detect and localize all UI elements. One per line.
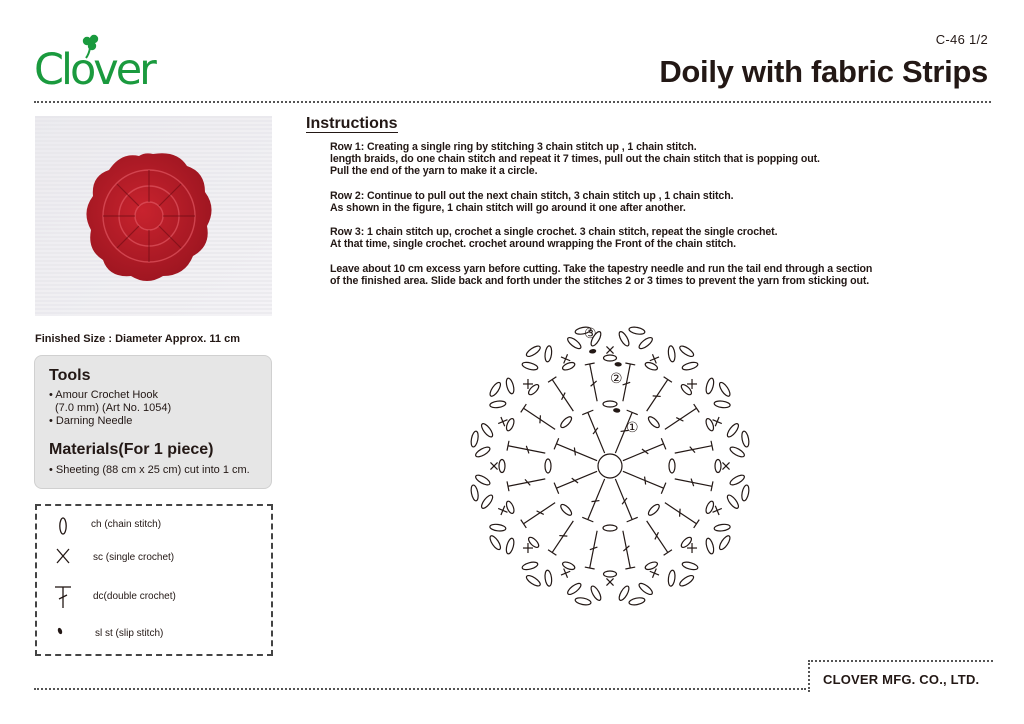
instruction-line: As shown in the figure, 1 chain stitch will go around it one after another. — [330, 202, 686, 214]
chain-stitch — [667, 570, 675, 587]
chain-stitch — [575, 597, 592, 606]
chain-stitch — [647, 503, 661, 517]
chain-stitch — [678, 344, 695, 358]
chain-stitch — [603, 401, 617, 407]
chain-stitch — [681, 361, 698, 371]
double-crochet-stitch — [556, 471, 597, 488]
stitch-legend — [35, 504, 273, 656]
tools-item: • Amour Crochet Hook — [49, 389, 159, 401]
double-crochet-stitch — [647, 521, 668, 553]
double-crochet-bar — [680, 509, 681, 517]
document-title: Doily with fabric Strips — [659, 54, 988, 89]
chain-stitch — [544, 570, 552, 587]
product-photo — [35, 116, 272, 316]
chain-stitch — [488, 381, 502, 398]
chain-stitch — [669, 459, 675, 473]
double-crochet-top — [554, 483, 559, 494]
double-crochet-stitch — [552, 521, 573, 553]
chain-stitch — [488, 534, 502, 551]
double-crochet-top — [521, 520, 527, 528]
double-crochet-top — [582, 410, 593, 415]
double-crochet-top — [582, 517, 593, 522]
row-marker: ① — [626, 420, 639, 436]
chain-stitch — [714, 523, 731, 531]
double-crochet-bar — [593, 428, 598, 434]
double-crochet-bar — [642, 449, 648, 454]
materials-heading: Materials(For 1 piece) — [49, 441, 214, 458]
double-crochet-stitch — [556, 444, 597, 461]
double-crochet-bar — [653, 396, 661, 397]
chain-stitch — [505, 377, 515, 394]
double-crochet-stitch — [588, 479, 605, 520]
double-crochet-top — [661, 483, 666, 494]
chain-stitch — [474, 473, 491, 486]
double-crochet-bar — [622, 498, 627, 504]
double-crochet-bar — [572, 478, 578, 483]
double-crochet-stitch — [552, 380, 573, 412]
chain-stitch — [637, 336, 654, 351]
tools-heading: Tools — [49, 367, 91, 384]
chain-stitch — [521, 561, 538, 571]
chain-stitch — [470, 431, 479, 448]
chain-stitch — [480, 422, 495, 439]
instruction-line: Row 3: 1 chain stitch up, crochet a single crochet. 3 chain stitch, repeat the single crochet. — [330, 226, 778, 238]
chain-stitch — [527, 383, 540, 396]
row-marker: ③ — [584, 326, 597, 342]
legend-label: sc (single crochet) — [93, 552, 175, 563]
chain-stitch — [559, 503, 573, 517]
chain-stitch — [480, 493, 495, 510]
double-crochet-stitch — [588, 412, 605, 453]
chain-stitch — [589, 585, 602, 602]
double-crochet-stitch — [623, 531, 630, 568]
double-crochet-stitch — [590, 364, 597, 401]
double-crochet-stitch — [665, 503, 697, 524]
tools-item: (7.0 mm) (Art No. 1054) — [55, 402, 172, 414]
chain-stitch — [741, 484, 750, 501]
double-crochet-top — [627, 517, 638, 522]
chain-stitch — [705, 377, 715, 394]
chain-stitch — [525, 574, 542, 588]
double-crochet-stitch — [508, 479, 545, 486]
slip-stitch — [589, 349, 595, 353]
chain-stitch — [489, 400, 506, 408]
legend-label: ch (chain stitch) — [91, 519, 162, 530]
instruction-line: Leave about 10 cm excess yarn before cutting. Take the tapestry needle and run the tail end through a section — [330, 263, 873, 275]
double-crochet-bar — [591, 501, 599, 502]
double-crochet-top — [664, 377, 672, 383]
instructions-heading: Instructions — [306, 115, 398, 132]
materials-item: • Sheeting (88 cm x 25 cm) cut into 1 cm. — [49, 464, 250, 476]
chain-stitch — [714, 400, 731, 408]
chain-stitch — [604, 355, 617, 361]
chain-stitch — [718, 381, 732, 398]
double-crochet-stitch — [665, 408, 697, 429]
instruction-line: Pull the end of the yarn to make it a circle. — [330, 165, 538, 177]
chain-stitch — [725, 493, 740, 510]
chain-stitch — [637, 581, 654, 596]
instruction-line: At that time, single crochet. crochet around wrapping the Front of the chain stitch. — [330, 238, 736, 250]
double-crochet-top — [521, 404, 527, 412]
double-crochet-bar — [574, 447, 575, 455]
double-crochet-stitch — [623, 444, 664, 461]
instruction-line: Row 1: Creating a single ring by stitching 3 chain stitch up , 1 chain stitch. — [330, 141, 697, 153]
double-crochet-bar — [540, 415, 541, 423]
chain-stitch — [499, 460, 505, 473]
chain-stitch — [544, 345, 552, 362]
chain-stitch — [681, 561, 698, 571]
chain-stitch — [545, 459, 551, 473]
chain-stitch — [527, 536, 540, 549]
page-code: C-46 1/2 — [935, 32, 988, 47]
chain-stitch — [647, 415, 661, 429]
chain-stitch — [505, 537, 515, 554]
chain-stitch — [705, 537, 715, 554]
double-crochet-top — [694, 404, 700, 412]
double-crochet-stitch — [647, 380, 668, 412]
chain-stitch-icon — [55, 516, 71, 536]
chain-stitch — [680, 383, 693, 396]
double-crochet-top — [548, 550, 556, 556]
double-crochet-top — [661, 438, 666, 449]
legend-label: sl st (slip stitch) — [95, 628, 164, 639]
tools-materials-panel — [35, 356, 271, 488]
header-divider — [34, 101, 991, 103]
double-crochet-stitch — [524, 503, 556, 524]
chain-stitch — [521, 361, 538, 371]
chain-stitch — [559, 415, 573, 429]
double-crochet-top — [548, 377, 556, 383]
chain-stitch — [628, 597, 645, 606]
double-crochet-stitch — [675, 446, 712, 453]
slip-stitch-icon — [54, 625, 66, 637]
chain-stitch — [680, 536, 693, 549]
company-name: CLOVER MFG. CO., LTD. — [823, 672, 980, 687]
chain-stitch — [741, 431, 750, 448]
chain-stitch — [566, 581, 583, 596]
double-crochet-top — [664, 550, 672, 556]
instruction-line: length braids, do one chain stitch and repeat it 7 times, pull out the chain stitch that is popping out. — [330, 153, 820, 165]
chain-stitch — [525, 344, 542, 358]
chain-stitch — [628, 326, 645, 335]
chain-stitch — [729, 473, 746, 486]
chain-stitch — [667, 345, 675, 362]
chain-stitch — [715, 460, 721, 473]
footer-divider — [34, 688, 806, 690]
chain-stitch — [604, 571, 617, 577]
row-marker: ② — [610, 371, 623, 387]
chain-stitch — [474, 445, 491, 458]
slip-stitch — [614, 408, 620, 412]
single-crochet-icon — [54, 547, 72, 565]
legend-label: dc(double crochet) — [93, 591, 176, 602]
svg-text:Clover: Clover — [34, 45, 154, 92]
crochet-chart — [450, 306, 774, 624]
chain-stitch — [489, 523, 506, 531]
double-crochet-top — [554, 438, 559, 449]
tools-item: • Darning Needle — [49, 415, 133, 427]
double-crochet-stitch — [524, 408, 556, 429]
finished-size: Finished Size : Diameter Approx. 11 cm — [35, 333, 240, 345]
instruction-line: of the finished area. Slide back and forth under the stitches 2 or 3 times to prevent the yarn from sticking out. — [330, 275, 870, 287]
chain-stitch — [566, 336, 583, 351]
double-crochet-stitch — [615, 479, 632, 520]
chain-stitch — [729, 445, 746, 458]
double-crochet-icon — [53, 584, 73, 610]
double-crochet-top — [627, 410, 638, 415]
clover-logo — [34, 32, 179, 92]
double-crochet-bar — [559, 536, 567, 537]
chain-stitch — [725, 422, 740, 439]
center-ring — [598, 454, 622, 478]
chain-stitch — [718, 534, 732, 551]
double-crochet-bar — [645, 477, 646, 485]
chain-stitch — [470, 484, 479, 501]
instruction-line: Row 2: Continue to pull out the next chain stitch, 3 chain stitch up , 1 chain stitch. — [330, 190, 734, 202]
chain-stitch — [617, 330, 630, 347]
slip-stitch — [615, 362, 621, 366]
chain-stitch — [603, 525, 617, 531]
chain-stitch — [617, 585, 630, 602]
chain-stitch — [678, 574, 695, 588]
double-crochet-top — [694, 520, 700, 528]
double-crochet-stitch — [623, 471, 664, 488]
